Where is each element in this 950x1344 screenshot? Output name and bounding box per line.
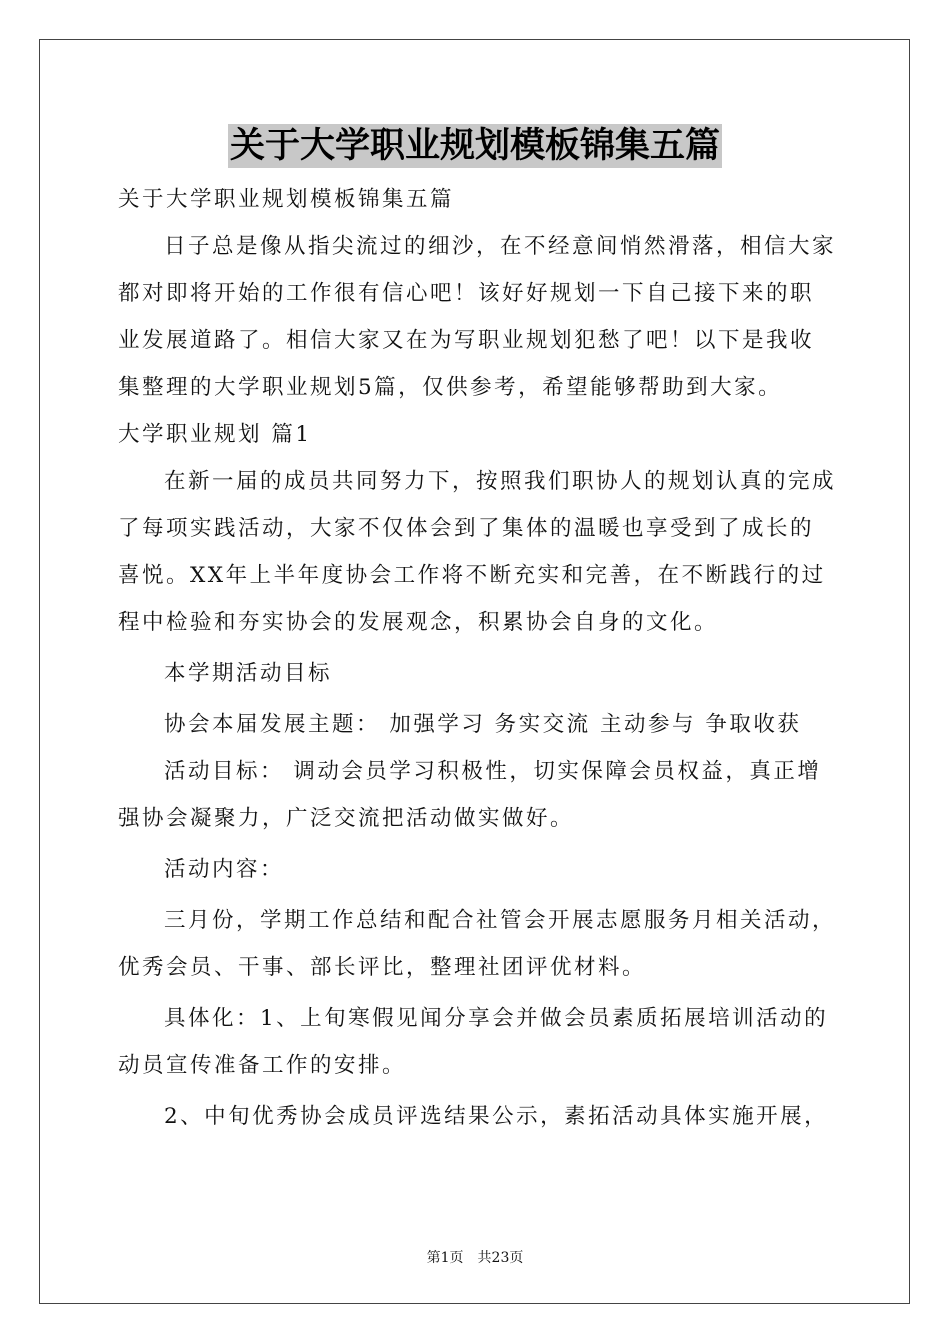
subtitle-line: 关于大学职业规划模板锦集五篇	[118, 187, 455, 212]
document-body	[118, 176, 836, 1140]
section-heading: 大学职业规划 篇1	[118, 422, 312, 447]
document-title: 关于大学职业规划模板锦集五篇	[229, 125, 720, 166]
page-footer: 第1页 共23页	[426, 1250, 524, 1266]
body-paragraph: 本学期活动目标	[164, 661, 333, 686]
body-paragraph: 活动内容：	[164, 857, 285, 882]
body-paragraph: 具体化：1、上旬寒假见闻分享会并做会员素质拓展培训活动的动员宣传准备工作的安排。	[118, 1006, 829, 1078]
body-paragraph: 三月份，学期工作总结和配合社管会开展志愿服务月相关活动，优秀会员、干事、部长评比，整理社团评优材料。	[118, 908, 837, 980]
body-paragraph: 活动目标： 调动会员学习积极性，切实保障会员权益，真正增强协会凝聚力，广泛交流把活动做实做好。	[118, 759, 822, 831]
title-container	[0, 124, 950, 168]
body-paragraph: 在新一届的成员共同努力下，按照我们职协人的规划认真的完成了每项实践活动，大家不仅体会到了集体的温暖也享受到了成长的喜悦。XX年上半年度协会工作将不断充实和完善，在不断践行的过程中检验和夯实协会的发展观念，积累协会自身的文化。	[118, 469, 837, 635]
intro-paragraph: 日子总是像从指尖流过的细沙，在不经意间悄然滑落，相信大家都对即将开始的工作很有信心吧！该好好规划一下自己接下来的职业发展道路了。相信大家又在为写职业规划犯愁了吧！以下是我收集整理的大学职业规划5篇，仅供参考，希望能够帮助到大家。	[118, 234, 837, 400]
body-paragraph: 协会本届发展主题： 加强学习 务实交流 主动参与 争取收获	[164, 712, 802, 737]
body-paragraph: 2、中旬优秀协会成员评选结果公示，素拓活动具体实施开展，	[164, 1104, 829, 1129]
